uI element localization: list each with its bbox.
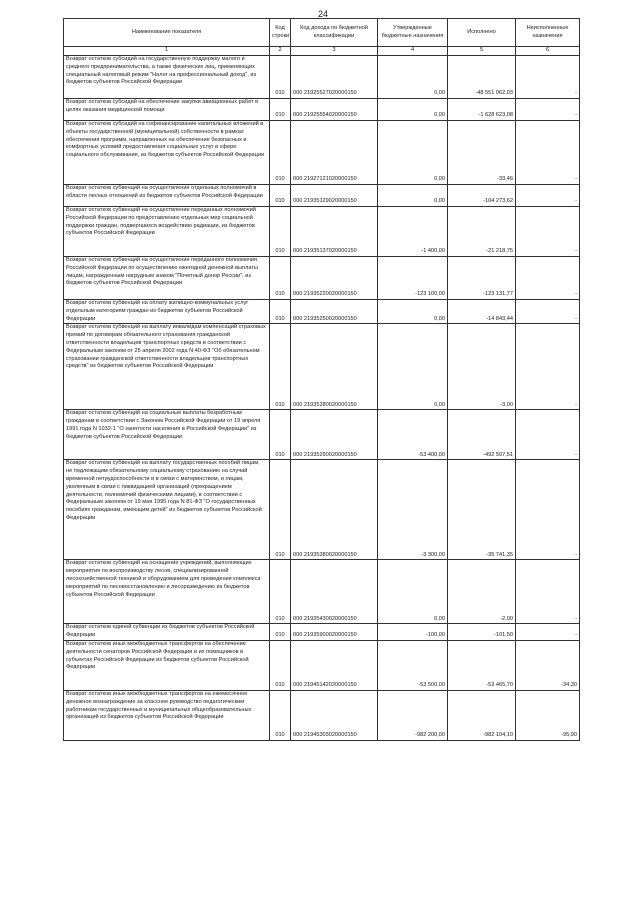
row-kbk-cell: 000 21945142020000150 [291,640,378,690]
row-unexecuted-cell: - [516,300,580,324]
row-kbk-cell: 000 21935290020000150 [291,410,378,460]
row-name-cell: Возврат остатков иных межбюджетных трансфертов на обеспечение деятельности сенаторов Российской Федерации и их помощников в субъектах Российской Федерации из бюджетов субъектов Российской Федерации [64,640,270,690]
row-unexecuted-cell: - [516,99,580,121]
row-executed-cell: -982 104,10 [448,690,516,740]
table-body [64,56,580,741]
header-approved: Утвержденные бюджетные назначения [378,19,448,47]
row-approved-cell: -53 400,00 [378,410,448,460]
row-executed-cell: -14 843,44 [448,300,516,324]
table-row [64,121,580,185]
row-unexecuted-cell: - [516,560,580,624]
row-approved-cell: 0,00 [378,56,448,99]
row-name-cell: Возврат остатков субвенций на оплату жилищно-коммунальных услуг отдельным категориям граждан из бюджетов субъектов Российской Федерации [64,300,270,324]
row-approved-cell: 0,00 [378,185,448,207]
row-kbk-cell: 000 21935430020000150 [291,560,378,624]
row-unexecuted-cell: - [516,624,580,641]
row-name-cell: Возврат остатков субвенций на осуществление переданных полномочий Российской Федерации по предоставлению отдельных мер социальной поддержки граждан, подвергшихся воздействию радиации, из бюджетов субъектов Российской Федерации [64,207,270,257]
table-row [64,56,580,99]
row-unexecuted-cell: - [516,324,580,410]
row-unexecuted-cell: - [516,410,580,460]
table-row [64,324,580,410]
row-name-cell: Возврат остатков субвенций на оснащение учреждений, выполняющих мероприятия по воспроизводству лесов, специализированной лесохозяйственной техникой и оборудованием для проведения комплекса мероприятий по лесовосстановлению и лесоразведению из бюджетов субъектов Российской Федерации [64,560,270,624]
row-name-cell: Возврат остатков субвенций на выплату государственных пособий лицам, не подлежащим обязательному социальному страхованию на случай временной нетрудоспособности и в связи с материнством, и лицам, уволенным в связи с ликвидацией организаций (прекращением деятельности, полномочий физическими лицами), в соответствии с Федеральным законом от 19 мая 1995 года N 81-ФЗ "О государственных пособиях гражданам, имеющим детей" из бюджетов субъектов Российской Федерации [64,460,270,560]
row-code-cell: 010 [270,185,291,207]
row-executed-cell: -21 218,75 [448,207,516,257]
row-code-cell: 010 [270,460,291,560]
row-kbk-cell: 000 21925527020000150 [291,56,378,99]
row-unexecuted-cell: - [516,207,580,257]
row-executed-cell: -101,50 [448,624,516,641]
row-kbk-cell: 000 21935129020000150 [291,185,378,207]
row-approved-cell: -123 100,00 [378,257,448,300]
row-unexecuted-cell: - [516,257,580,300]
row-code-cell: 010 [270,300,291,324]
row-executed-cell: -1 628 623,08 [448,99,516,121]
header-kbk: Код дохода по бюджетной классификации [291,19,378,47]
row-executed-cell: -104 273,62 [448,185,516,207]
row-code-cell: 010 [270,207,291,257]
row-name-cell: Возврат остатков субсидий на государственную поддержку малого и среднего предпринимательства, а также физических лиц, применяющих специальный налоговый режим "Налог на профессиональный доход", из бюджетов субъектов Российской Федерации [64,56,270,99]
col-index: 1 [64,47,270,56]
table-header-row [64,19,580,47]
row-approved-cell: 0,00 [378,99,448,121]
row-kbk-cell: 000 21925554020000150 [291,99,378,121]
row-executed-cell: -3,00 [448,324,516,410]
row-unexecuted-cell: -34,30 [516,640,580,690]
row-kbk-cell: 000 21935280020000150 [291,324,378,410]
table-row [64,207,580,257]
row-name-cell: Возврат остатков субсидий на софинансирование капитальных вложений в объекты государственной (муниципальной) собственности в рамках обеспечения программ, направленных на обеспечение безопасных и комфортных условий предоставления социальных услуг в сфере социального обслуживания, из бюджетов субъектов Российской Федерации [64,121,270,185]
row-code-cell: 010 [270,640,291,690]
row-approved-cell: -100,00 [378,624,448,641]
row-name-cell: Возврат остатков субвенций на осуществление переданного полномочия Российской Федерации по осуществлению ежегодной денежной выплаты лицам, награжденным нагрудным знаком "Почетный донор России", из бюджетов субъектов Российской Федерации [64,257,270,300]
row-code-cell: 010 [270,257,291,300]
row-name-cell: Возврат остатков субсидий на обеспечение закупки авиационных работ в целях оказания медицинской помощи [64,99,270,121]
row-unexecuted-cell: - [516,185,580,207]
row-name-cell: Возврат остатков единой субвенции из бюджетов субъектов Российской Федерации [64,624,270,641]
row-kbk-cell: 000 21927121020000150 [291,121,378,185]
row-kbk-cell: 000 21935137020000150 [291,207,378,257]
row-kbk-cell: 000 21935380020000150 [291,460,378,560]
row-approved-cell: -3 300,00 [378,460,448,560]
header-code: Код строки [270,19,291,47]
row-kbk-cell: 000 21935900020000150 [291,624,378,641]
row-approved-cell: 0,00 [378,560,448,624]
table-row [64,300,580,324]
row-kbk-cell: 000 21935220020000150 [291,257,378,300]
row-unexecuted-cell: - [516,56,580,99]
row-name-cell: Возврат остатков субвенций на выплату инвалидам компенсаций страховых премий по договорам обязательного страхования гражданской ответственности владельцев транспортных средств в соответствии с Федеральным законом от 25 апреля 2002 года N 40-ФЗ "Об обязательном страховании гражданской ответственности владельцев транспортных средств" из бюджетов субъектов Российской Федерации [64,324,270,410]
row-approved-cell: -53 500,00 [378,640,448,690]
row-code-cell: 010 [270,99,291,121]
row-code-cell: 010 [270,121,291,185]
table-row [64,640,580,690]
row-name-cell: Возврат остатков субвенций на осуществление отдельных полномочий в области лесных отношений из бюджетов субъектов Российской Федерации [64,185,270,207]
row-code-cell: 010 [270,56,291,99]
page-number: 24 [317,9,328,19]
table-row [64,410,580,460]
col-index: 2 [270,47,291,56]
column-index-row [64,47,580,56]
col-index: 3 [291,47,378,56]
col-index: 4 [378,47,448,56]
row-executed-cell: -33,46 [448,121,516,185]
row-approved-cell: -982 200,00 [378,690,448,740]
row-approved-cell: 0,00 [378,121,448,185]
row-name-cell: Возврат остатков иных межбюджетных трансфертов на ежемесячное денежное вознаграждение за классное руководство педагогическим работникам государственных и муниципальных общеобразовательных организаций из бюджетов субъектов Российской Федерации [64,690,270,740]
row-approved-cell: 0,00 [378,300,448,324]
row-unexecuted-cell: - [516,460,580,560]
table-row [64,99,580,121]
table-row [64,624,580,641]
row-code-cell: 010 [270,324,291,410]
budget-report-table [63,18,580,741]
header-unexecuted: Неисполненные назначения [516,19,580,47]
table-row [64,185,580,207]
row-approved-cell: -1 400,00 [378,207,448,257]
row-executed-cell: -35 741,35 [448,460,516,560]
row-name-cell: Возврат остатков субвенций на социальные выплаты безработным гражданам в соответствии с Законом Российской Федерации от 19 апреля 1991 года N 1032-1 "О занятости населения в Российской Федерации" из бюджетов субъектов Российской Федерации [64,410,270,460]
table-row [64,257,580,300]
row-executed-cell: -48 551 062,03 [448,56,516,99]
row-kbk-cell: 000 21945303020000150 [291,690,378,740]
header-executed: Исполнено [448,19,516,47]
table-row [64,560,580,624]
table-row [64,690,580,740]
row-executed-cell: -492 507,51 [448,410,516,460]
table-row [64,460,580,560]
header-name: Наименование показателя [64,19,270,47]
row-executed-cell: -53 465,70 [448,640,516,690]
col-index: 6 [516,47,580,56]
row-code-cell: 010 [270,624,291,641]
row-code-cell: 010 [270,690,291,740]
row-executed-cell: -2,00 [448,560,516,624]
row-code-cell: 010 [270,410,291,460]
row-executed-cell: -123 131,77 [448,257,516,300]
row-unexecuted-cell: - [516,121,580,185]
row-kbk-cell: 000 21935250020000150 [291,300,378,324]
row-unexecuted-cell: -95,90 [516,690,580,740]
row-approved-cell: 0,00 [378,324,448,410]
row-code-cell: 010 [270,560,291,624]
col-index: 5 [448,47,516,56]
